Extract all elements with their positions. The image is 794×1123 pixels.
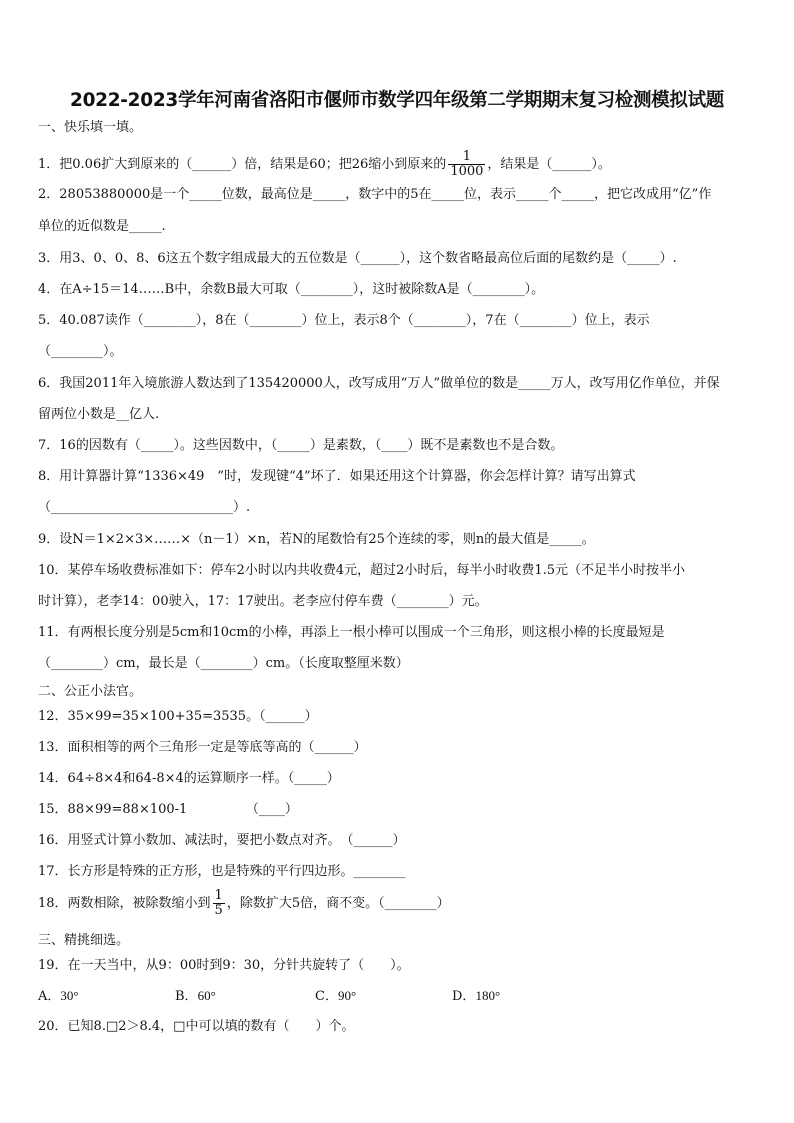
section-2-heading: 二、公正小法官。 [38,684,143,699]
question-19: 19．在一天当中，从9：00时到9：30，分针共旋转了（ ）。 [38,958,410,973]
option-letter: B． [175,989,198,1004]
question-9: 9．设N＝1×2×3×……×（n－1）×n，若N的尾数恰有25个连续的零，则n的最大值是_____。 [38,532,595,547]
question-11-line-2: （________）cm，最长是（________）cm。（长度取整厘米数） [38,656,409,671]
question-2-line-2: 单位的近似数是_____. [38,219,166,234]
option-b [175,988,216,1005]
question-1-text-b: ，结果是（______）。 [487,157,611,172]
question-14: 14．64÷8×4和64-8×4的运算顺序一样。（_____） [38,771,340,786]
option-value: 180° [475,988,501,1003]
question-10-line-2: 时计算），老李14：00驶入，17：17驶出。老李应付停车费（________）元。 [38,594,488,609]
question-3: 3．用3、0、0、8、6这五个数字组成最大的五位数是（______），这个数省略最高位后面的尾数约是（_____）. [38,251,677,266]
question-5-line-2: （________）。 [38,344,123,359]
option-value: 30° [60,988,79,1003]
question-6-line-1: 6．我国2011年入境旅游人数达到了135420000人，改写成用“万人”做单位的数是_____万人，改写用亿作单位，并保 [38,376,720,391]
fraction-denominator: 1000 [450,164,484,179]
question-5-line-1: 5．40.087读作（________），8在（________）位上，表示8个（________），7在（________）位上，表示 [38,313,650,328]
fraction-numerator: 1 [214,888,223,903]
question-4: 4．在A÷15＝14……B中，余数B最大可取（________），这时被除数A是（________）。 [38,282,545,297]
question-1 [38,150,611,179]
section-1-heading: 一、快乐填一填。 [38,120,143,135]
option-value: 90° [337,988,357,1003]
option-letter: C． [315,989,338,1004]
question-2-line-1: 2．28053880000是一个_____位数，最高位是_____，数字中的5在_____位，表示_____个_____，把它改成用“亿”作 [38,187,712,202]
option-letter: A． [38,989,61,1004]
fraction-1-1000 [448,150,485,179]
question-7: 7．16的因数有（_____）。这些因数中，（_____）是素数，（____）既不是素数也不是合数。 [38,438,564,453]
option-d [452,988,500,1005]
question-18 [38,889,450,918]
question-6-line-2: 留两位小数是__亿人. [38,407,160,422]
option-c [315,988,356,1005]
option-letter: D． [452,989,476,1004]
option-a [38,988,79,1005]
fraction-numerator: 1 [462,149,471,164]
question-10-line-1: 10．某停车场收费标准如下：停车2小时以内共收费4元，超过2小时后，每半小时收费1.5元（不足半小时按半小 [38,563,686,578]
question-17: 17．长方形是特殊的正方形，也是特殊的平行四边形。________ [38,864,406,879]
exam-title: 2022-2023学年河南省洛阳市偃师市数学四年级第二学期期末复习检测模拟试题 [70,90,724,111]
question-15: 15．88×99=88×100-1 （____） [38,802,298,817]
question-1-text-a: 1．把0.06扩大到原来的（______）倍，结果是60；把26缩小到原来的 [38,157,447,172]
question-13: 13．面积相等的两个三角形一定是等底等高的（______） [38,740,367,755]
fraction-1-5 [213,889,225,918]
question-11-line-1: 11．有两根长度分别是5cm和10cm的小棒，再添上一根小棒可以围成一个三角形，则这根小棒的长度最短是 [38,625,665,640]
question-12: 12．35×99=35×100+35=3535。（______） [38,709,318,724]
question-8-line-2: （____________________________）. [38,500,251,515]
question-18-text-a: 18．两数相除，被除数缩小到 [38,896,211,911]
section-3-heading: 三、精挑细选。 [38,933,130,948]
fraction-denominator: 5 [214,903,223,918]
question-8-line-1: 8．用计算器计算“1336×49 ”时，发现键“4”坏了．如果还用这个计算器，你会怎样计算？请写出算式 [38,469,636,484]
question-18-text-b: ，除数扩大5倍，商不变。（________） [226,896,450,911]
option-value: 60° [197,988,216,1003]
question-16: 16．用竖式计算小数加、减法时，要把小数点对齐。 （______） [38,833,406,848]
question-20: 20．已知8.□2＞8.4，□中可以填的数有（ ）个。 [38,1019,355,1034]
